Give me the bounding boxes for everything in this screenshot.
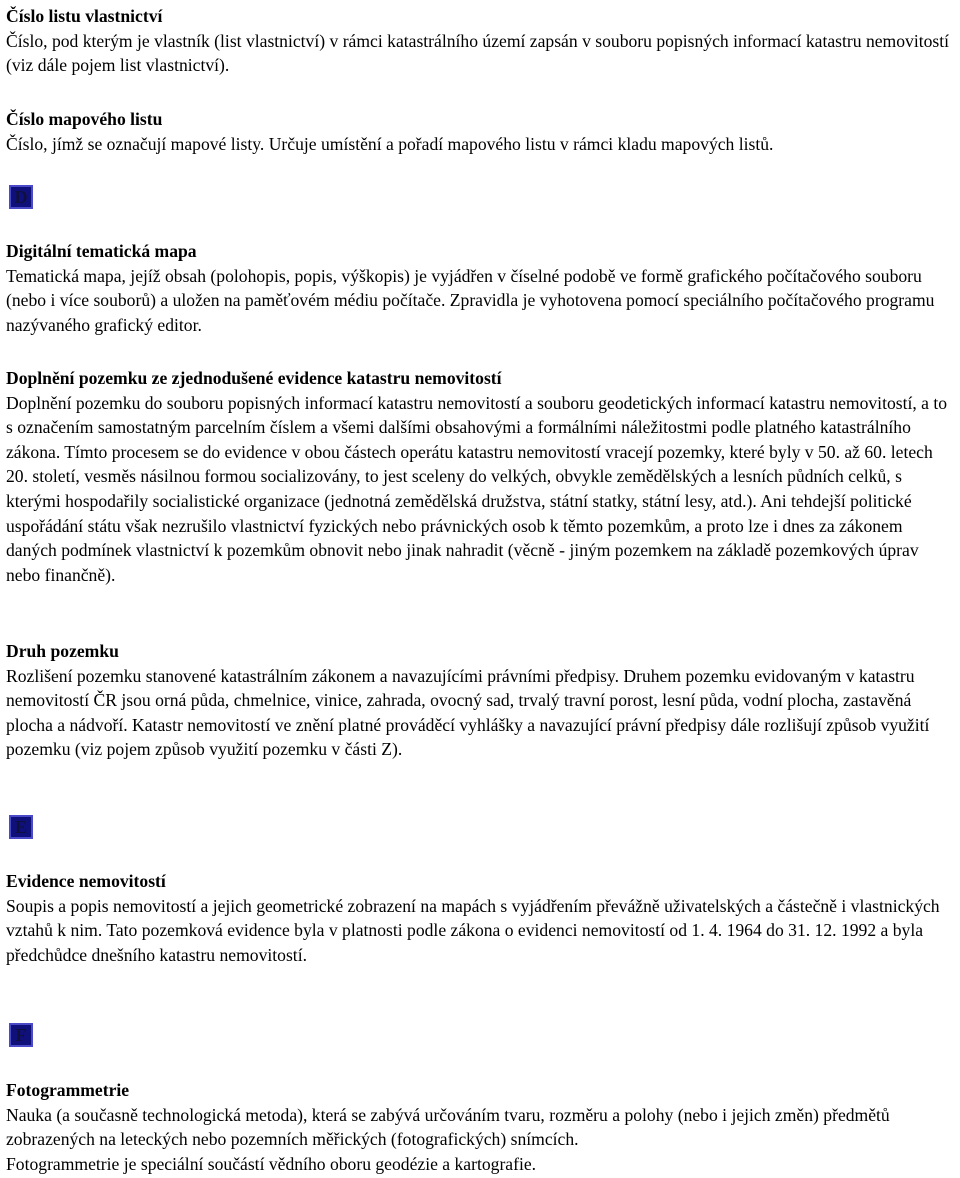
glossary-entry-cislo-listu-vlastnictvi: [6, 4, 954, 78]
term-definition: Doplnění pozemku do souboru popisných informací katastru nemovitostí a souboru geodetických informací katastru nemovitostí, a to s označením samostatným parcelním číslem a všemi dalšími obsahovými a formálními náležitostmi podle platného katastrálního zákona. Tímto procesem se do evidence v obou částech operátu katastru nemovitostí vracejí pozemky, které byly v 50. až 60. letech 20. století, vesměs násilnou formou socializovány, to jest sceleny do velkých, obvykle zemědělských a lesních půdních celků, s kterými hospodařily socialistické organizace (jednotná zemědělská družstva, státní statky, státní lesy, atd.). Ani tehdejší politické uspořádání státu však nezrušilo vlastnictví fyzických nebo právnických osob k těmto pozemkům, a proto lze i dnes za zákonem daných podmínek vlastnictví k pozemkům obnovit nebo jinak nahradit (věcně - jiným pozemkem na základě pozemkových úprav nebo finančně).: [6, 392, 948, 585]
term-definition: Rozlišení pozemku stanovené katastrálním zákonem a navazujícími právními předpisy. Druhem pozemku evidovaným v katastru nemovitostí ČR jsou orná půda, chmelnice, vinice, zahrada, ovocný sad, trvalý travní porost, lesní půda, vodní plocha, zastavěná plocha a nádvoří. Katastr nemovitostí ve znění platné prováděcí vyhlášky a navazující právní předpisy dále rozlišují způsob využití pozemku (viz pojem způsob využití pozemku v části Z).: [6, 665, 930, 760]
letter-label: F: [15, 1025, 27, 1045]
term-definition: Číslo, pod kterým je vlastník (list vlastnictví) v rámci katastrálního území zapsán v souboru popisných informací katastru nemovitostí (viz dále pojem list vlastnictví).: [6, 30, 950, 76]
letter-label: D: [14, 187, 28, 207]
term-definition: Tematická mapa, jejíž obsah (polohopis, popis, výškopis) je vyjádřen v číselné podobě ve formě grafického počítačového souboru (nebo i více souborů) a uložen na paměťovém médiu počítače. Zpravidla je vyhotovena pomocí speciálního počítačového programu nazývaného grafický editor.: [6, 265, 935, 335]
term-definition: Nauka (a současně technologická metoda), která se zabývá určováním tvaru, rozměru a polohy (nebo i jejich změn) předmětů zobrazených na leteckých nebo pozemních měřických (fotografických) snímcích.: [6, 1104, 890, 1150]
letter-anchor-f[interactable]: [9, 1023, 33, 1047]
term-heading: Fotogrammetrie: [6, 1080, 130, 1100]
term-heading: Druh pozemku: [6, 641, 119, 661]
term-heading: Číslo mapového listu: [6, 109, 163, 129]
term-heading: Doplnění pozemku ze zjednodušené evidence katastru nemovitostí: [6, 368, 502, 388]
term-heading: Číslo listu vlastnictví: [6, 6, 163, 26]
glossary-entry-evidence-nemovitosti: [6, 869, 954, 967]
term-heading: Digitální tematická mapa: [6, 241, 197, 261]
term-heading: Evidence nemovitostí: [6, 871, 166, 891]
glossary-entry-druh-pozemku: [6, 639, 954, 762]
glossary-entry-digitalni-tematicka-mapa: [6, 239, 954, 337]
term-definition: Číslo, jímž se označují mapové listy. Určuje umístění a pořadí mapového listu v rámci kladu mapových listů.: [6, 133, 774, 154]
glossary-entry-doplneni-pozemku: [6, 366, 954, 587]
glossary-entry-fotogrammetrie: [6, 1078, 954, 1176]
letter-label: E: [14, 817, 27, 837]
letter-anchor-d[interactable]: [9, 185, 33, 209]
glossary-entry-cislo-mapoveho-listu: [6, 107, 954, 156]
letter-anchor-e[interactable]: [9, 815, 33, 839]
term-definition-extra: Fotogrammetrie je speciální součástí vědního oboru geodézie a kartografie.: [6, 1153, 537, 1174]
term-definition: Soupis a popis nemovitostí a jejich geometrické zobrazení na mapách s vyjádřením převážně uživatelských a částečně i vlastnických vztahů k nim. Tato pozemková evidence byla v platnosti podle zákona o evidenci nemovitostí od 1. 4. 1964 do 31. 12. 1992 a byla předchůdce dnešního katastru nemovitostí.: [6, 895, 940, 965]
